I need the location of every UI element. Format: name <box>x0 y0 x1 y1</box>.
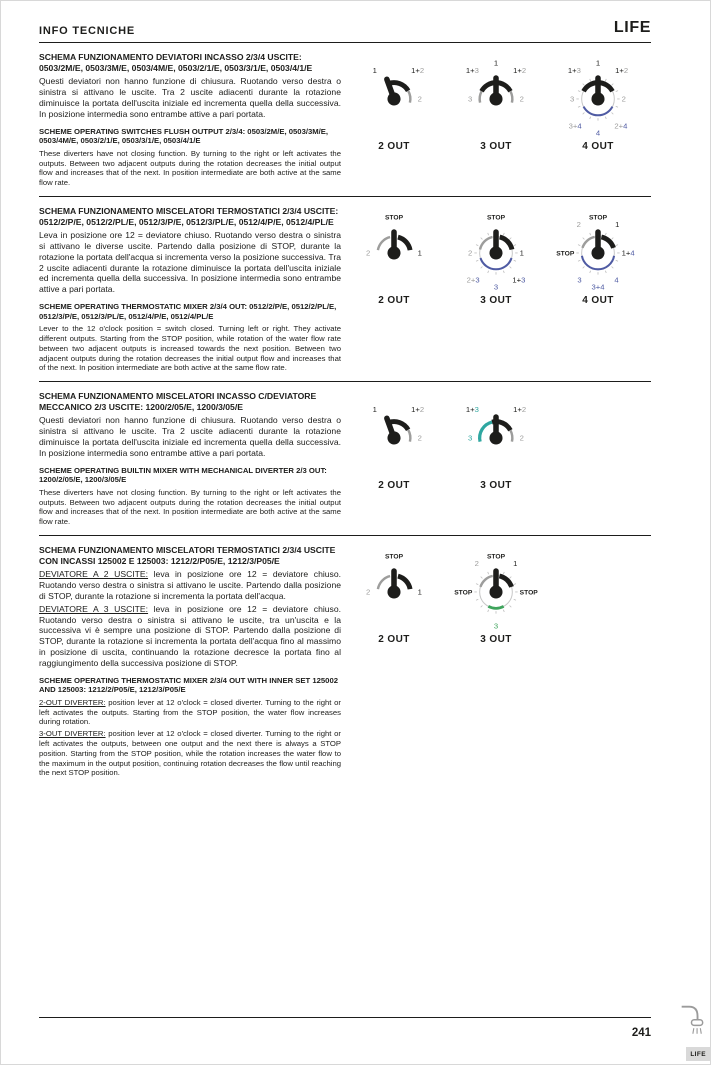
dial-marker: 1 <box>513 558 518 568</box>
paragraph-lead: DEVIATORE A 3 USCITE: <box>39 603 149 614</box>
section-title-en: SCHEME OPERATING THERMOSTATIC MIXER 2/3/4 OUT WITH INNER SET 125002 AND 125003: 1212/2/P05/E, 1212/3/P05/E <box>39 675 338 695</box>
section-title-en: SCHEME OPERATING THERMOSTATIC MIXER 2/3/4 OUT: 0512/2/P/E, 0512/2/PL/E, 0512/3/P/E, 0512/3/PL/E, 0512/4/P/E, 0512/4/PL/E <box>39 302 337 321</box>
section-text <box>39 391 341 527</box>
dial-marker: 1 <box>417 587 422 597</box>
section-text <box>39 545 341 778</box>
page-title: INFO TECNICHE <box>39 25 135 37</box>
dial-marker: 1+2 <box>513 65 527 75</box>
dial-graphic <box>549 54 647 139</box>
dial-out-label: 2 OUT <box>378 633 410 645</box>
brand-logo: LIFE <box>613 19 651 36</box>
dial-marker: 1 <box>519 248 524 258</box>
dial-marker: 1+4 <box>621 248 635 258</box>
dial-marker: 1+3 <box>567 65 581 75</box>
dial-graphic <box>447 208 545 293</box>
dial-out-label: 3 OUT <box>480 480 512 492</box>
dial-graphic <box>447 547 545 632</box>
dial-marker: 3 <box>493 621 499 631</box>
hand-shower-icon <box>677 1002 705 1045</box>
dial-out-label: 3 OUT <box>480 633 512 645</box>
diagram-area <box>341 206 651 373</box>
dial-out-label: 3 OUT <box>480 294 512 306</box>
info-section-3 <box>39 382 651 536</box>
paragraph: DEVIATORE A 2 USCITE: leva in posizione ore 12 = deviatore chiuso. Ruotando verso destra o sinistra si attivano le uscite. Partendo dalla posizione di STOP, durante la rotazione si incrementa la portata dell'acqua. <box>39 569 341 601</box>
dial-3-out <box>447 393 545 491</box>
dial-marker: STOP <box>486 214 506 222</box>
section-body-en <box>39 698 341 778</box>
page-number: 241 <box>631 1027 651 1039</box>
side-tab-brand: LIFE <box>686 1047 710 1061</box>
dial-2-out <box>345 54 443 152</box>
dial-out-label: 2 OUT <box>378 480 410 492</box>
dial-marker: 3 <box>468 433 473 443</box>
dial-marker: 1+2 <box>615 65 629 75</box>
dial-graphic <box>447 393 545 478</box>
paragraph: DEVIATORE A 3 USCITE: leva in posizione ore 12 = deviatore chiuso. Ruotando verso destra o sinistra si attivano le uscite, tra un'uscita e la successiva vi è sempre una posizione di STOP. Partendo dalla posizione di STOP, durante la rotazione si incrementa la portata dell'acqua fino al massimo in posizione di uscita, continuando la rotazione decresce la portata fino al raggiungimento della successiva posizione di STOP. <box>39 603 341 668</box>
dial-marker: 2+4 <box>614 121 628 131</box>
dial-graphic <box>345 54 443 139</box>
dial-out-label: 3 OUT <box>480 141 512 152</box>
diagram-area <box>341 545 651 778</box>
dial-marker: 1+2 <box>411 404 425 414</box>
section-title-it: SCHEMA FUNZIONAMENTO MISCELATORI INCASSO C/DEVIATORE MECCANICO 2/3 USCITE: 1200/2/05/E, 1200/3/05/E <box>39 391 317 412</box>
paragraph-lead: 2-OUT DIVERTER: <box>39 697 106 707</box>
dial-marker: 1+3 <box>465 65 479 75</box>
dial-marker: STOP <box>454 589 473 597</box>
dial-marker: 3 <box>468 94 473 104</box>
dial-marker: 1 <box>372 404 377 414</box>
paragraph: Questi deviatori non hanno funzione di chiusura. Ruotando verso destra o sinistra si attivano le uscite. Tra 2 uscite adiacenti durante la rotazione diminuisce la portata dell'uscita iniziale ed incrementa quella della successiva. In posizione intermedia sono entrambe attive a pari portata. <box>39 76 341 119</box>
dial-marker: 3+4 <box>591 282 605 292</box>
dial-graphic <box>345 547 443 632</box>
dial-marker: 1 <box>417 248 422 258</box>
dial-marker: 2 <box>366 248 371 258</box>
dial-marker: 2 <box>519 433 524 443</box>
dial-marker: 2 <box>576 219 581 229</box>
dial-marker: 1 <box>615 219 620 229</box>
dial-marker: 1 <box>595 58 601 68</box>
section-body-en <box>39 149 341 188</box>
dial-marker: 2 <box>519 94 524 104</box>
dial-3-out <box>447 547 545 645</box>
footer-rule <box>39 1017 651 1018</box>
paragraph-lead: 3-OUT DIVERTER: <box>39 729 106 739</box>
paragraph: Questi deviatori non hanno funzione di chiusura. Ruotando verso destra o sinistra si attivano le uscite. Tra 2 uscite adiacenti durante la rotazione diminuisce la portata dell'uscita iniziale ed incrementa quella della successiva. In posizione intermedia sono entrambe attive a pari portata. <box>39 415 341 458</box>
paragraph: Leva in posizione ore 12 = deviatore chiuso. Ruotando verso destra o sinistra si attivano le diverse uscite. Partendo dalla posizione di STOP, durante la rotazione la portata dell'acqua si incrementa verso la posizione successiva. Tra 2 uscite adiacenti durante la rotazione diminuisce la portata dell'uscita iniziale ed incrementa quella della successiva. In posizione intermedia sono entrambe attive a pari portata. <box>39 230 341 295</box>
paragraph: These diverters have not closing function. By turning to the right or left activates the outputs. Between two adjacent outputs during the rotation decreases the initial output flow and increases that of the next. In position intermediate are both active at the same flow rate. <box>39 148 341 188</box>
dial-graphic <box>345 208 443 293</box>
dial-marker: 3+4 <box>568 121 582 131</box>
dial-marker: STOP <box>556 250 575 258</box>
dial-marker: 3 <box>570 94 575 104</box>
section-text <box>39 52 341 188</box>
info-section-2 <box>39 197 651 382</box>
paragraph: These diverters have not closing function. By turning to the right or left activates the outputs. Between two adjacent outputs during the rotation decreases the initial output flow and increases that of the next. In position intermediate are both active at the same flow rate. <box>39 487 341 527</box>
paragraph: 3-OUT DIVERTER: position lever at 12 o'clock = closed diverter. Turning to the right or left activates the outputs, between one output and the next there is always a STOP position. Starting from the STOP position, while the rotation increases the water flow to the maximum in the output position, continuing rotation decreases the flow until reaching the next STOP position. <box>39 729 341 778</box>
section-body-it <box>39 76 341 119</box>
section-title-en: SCHEME OPERATING BUILTIN MIXER WITH MECHANICAL DIVERTER 2/3 OUT: 1200/2/05/E, 1200/3/05/E <box>39 465 327 485</box>
dial-graphic <box>549 208 647 293</box>
dial-marker: STOP <box>384 214 404 222</box>
dial-marker: STOP <box>486 553 506 561</box>
dial-graphic <box>345 393 443 478</box>
page-header <box>39 13 651 43</box>
dial-marker: 2 <box>417 94 422 104</box>
dial-marker: 1+3 <box>512 275 526 285</box>
section-body-it <box>39 415 341 458</box>
info-section-1 <box>39 43 651 197</box>
dial-marker: 1 <box>372 65 377 75</box>
dial-marker: STOP <box>384 553 404 561</box>
dial-marker: 2+3 <box>466 275 480 285</box>
section-title-it: SCHEMA FUNZIONAMENTO MISCELATORI TERMOSTATICI 2/3/4 USCITE CON INCASSI 125002 E 125003: 1212/2/P05/E, 1212/3/P05/E <box>39 544 336 566</box>
dial-marker: STOP <box>588 214 608 222</box>
section-body-it <box>39 230 341 295</box>
dial-marker: 1+2 <box>513 404 527 414</box>
page-footer <box>39 1017 651 1039</box>
dial-marker: 2 <box>366 587 371 597</box>
paragraph-lead: DEVIATORE A 2 USCITE: <box>39 569 149 580</box>
dial-out-label: 2 OUT <box>378 141 410 152</box>
section-text <box>39 206 341 373</box>
dial-marker: 4 <box>595 128 601 138</box>
dial-out-label: 2 OUT <box>378 294 410 306</box>
diagram-area <box>341 391 651 527</box>
paragraph: Lever to the 12 o'clock position = switch closed. Turning left or right. They activate different outputs. Starting from the STOP position, while rotation of the water flow rate between two adjacent outputs is increased towards the next position. Between two adjacent outputs during the rotation decreases the initial output flow and increases that of the next. In position intermediate are both active at the same flow rate. <box>39 324 341 373</box>
side-tab <box>677 1002 710 1061</box>
dial-marker: 3 <box>577 275 582 285</box>
dial-marker: 2 <box>621 94 626 104</box>
dial-marker: 1 <box>493 58 499 68</box>
dial-marker: 4 <box>614 275 619 285</box>
dial-marker: STOP <box>519 589 538 597</box>
section-title-en: SCHEME OPERATING SWITCHES FLUSH OUTPUT 2/3/4: 0503/2M/E, 0503/3M/E, 0503/4M/E, 0503/2/1/E, 0503/3/1/E, 0503/4/1/E <box>39 126 329 146</box>
section-title-it: SCHEMA FUNZIONAMENTO MISCELATORI TERMOSTATICI 2/3/4 USCITE: 0512/2/P/E, 0512/2/PL/E, 0512/3/P/E, 0512/3/PL/E, 0512/4/P/E, 0512/4/PL/E <box>39 205 339 227</box>
dial-2-out <box>345 208 443 306</box>
dial-2-out <box>345 393 443 491</box>
dial-3-out <box>447 54 545 152</box>
diagram-area <box>341 52 651 188</box>
info-section-4 <box>39 536 651 786</box>
dial-marker: 1+2 <box>411 65 425 75</box>
dial-3-out <box>447 208 545 306</box>
paragraph: 2-OUT DIVERTER: position lever at 12 o'clock = closed diverter. Turning to the right or left activates the outputs. Starting from the STOP position, the water flow increases during rotation. <box>39 697 341 727</box>
section-body-en <box>39 324 341 373</box>
dial-4-out <box>549 54 647 152</box>
dial-out-label: 4 OUT <box>582 141 614 152</box>
dial-out-label: 4 OUT <box>582 294 614 306</box>
dial-4-out <box>549 208 647 306</box>
sections-container <box>39 43 651 786</box>
dial-marker: 2 <box>417 433 422 443</box>
dial-2-out <box>345 547 443 645</box>
dial-graphic <box>447 54 545 139</box>
dial-marker: 1+3 <box>465 404 479 414</box>
dial-marker: 2 <box>468 248 473 258</box>
dial-marker: 2 <box>474 558 479 568</box>
section-body-en <box>39 488 341 527</box>
section-title-it: SCHEMA FUNZIONAMENTO DEVIATORI INCASSO 2/3/4 USCITE: 0503/2M/E, 0503/3M/E, 0503/4M/E, 0503/2/1/E, 0503/3/1/E, 0503/4/1/E <box>39 52 313 73</box>
dial-marker: 3 <box>493 282 499 292</box>
section-body-it <box>39 569 341 668</box>
